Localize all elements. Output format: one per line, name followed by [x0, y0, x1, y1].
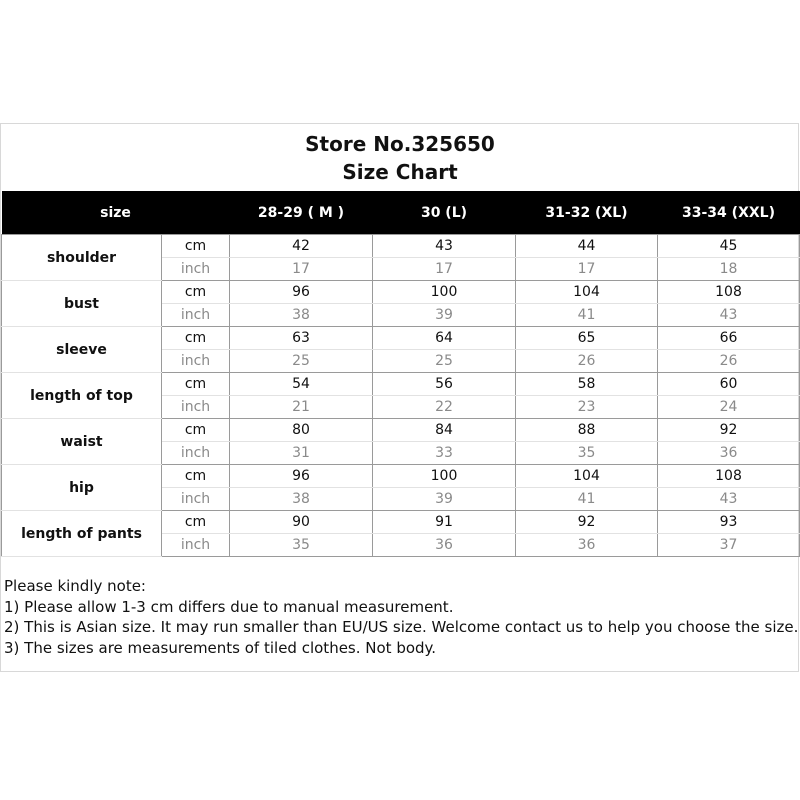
table-cell-cm: 60 [658, 373, 800, 396]
measurement-label: hip [2, 465, 162, 511]
table-cell-cm: 63 [230, 327, 373, 350]
measurement-label: waist [2, 419, 162, 465]
table-row-cm [2, 465, 800, 488]
table-cell-cm: 90 [230, 511, 373, 534]
unit-label-inch: inch [162, 258, 230, 281]
column-header-xl: 31-32 (XL) [516, 191, 658, 235]
measurement-label: shoulder [2, 235, 162, 281]
table-cell-cm: 96 [230, 465, 373, 488]
table-cell-cm: 84 [373, 419, 516, 442]
table-cell-inch: 17 [516, 258, 658, 281]
table-cell-cm: 93 [658, 511, 800, 534]
table-cell-inch: 38 [230, 488, 373, 511]
table-row-cm [2, 281, 800, 304]
table-cell-cm: 80 [230, 419, 373, 442]
unit-label-cm: cm [162, 511, 230, 534]
unit-label-cm: cm [162, 419, 230, 442]
table-cell-cm: 88 [516, 419, 658, 442]
unit-label-inch: inch [162, 442, 230, 465]
unit-label-inch: inch [162, 396, 230, 419]
table-cell-cm: 44 [516, 235, 658, 258]
unit-label-cm: cm [162, 235, 230, 258]
table-cell-inch: 17 [373, 258, 516, 281]
table-cell-inch: 35 [230, 534, 373, 557]
table-cell-inch: 21 [230, 396, 373, 419]
table-row-cm [2, 235, 800, 258]
column-header-m: 28-29 ( M ) [230, 191, 373, 235]
table-cell-inch: 31 [230, 442, 373, 465]
column-header-size: size [2, 191, 230, 235]
size-chart-title: Size Chart [342, 160, 458, 184]
unit-label-inch: inch [162, 488, 230, 511]
notes-heading: Please kindly note: [4, 577, 146, 595]
table-cell-cm: 92 [658, 419, 800, 442]
table-cell-inch: 41 [516, 304, 658, 327]
table-cell-inch: 35 [516, 442, 658, 465]
table-cell-cm: 104 [516, 465, 658, 488]
measurement-label: sleeve [2, 327, 162, 373]
unit-label-cm: cm [162, 465, 230, 488]
table-cell-inch: 37 [658, 534, 800, 557]
table-cell-cm: 100 [373, 465, 516, 488]
measurement-label: length of pants [2, 511, 162, 557]
table-cell-inch: 26 [516, 350, 658, 373]
table-cell-inch: 26 [658, 350, 800, 373]
table-cell-cm: 58 [516, 373, 658, 396]
table-cell-cm: 64 [373, 327, 516, 350]
column-header-xxl: 33-34 (XXL) [658, 191, 800, 235]
table-cell-inch: 43 [658, 304, 800, 327]
table-cell-cm: 66 [658, 327, 800, 350]
note-2: 2) This is Asian size. It may run smaller than EU/US size. Welcome contact us to help you choose the size. [4, 618, 799, 637]
unit-label-cm: cm [162, 373, 230, 396]
table-cell-cm: 96 [230, 281, 373, 304]
table-cell-inch: 22 [373, 396, 516, 419]
table-cell-inch: 33 [373, 442, 516, 465]
table-cell-cm: 108 [658, 465, 800, 488]
header-row [2, 191, 800, 235]
table-cell-inch: 36 [658, 442, 800, 465]
table-cell-inch: 17 [230, 258, 373, 281]
table-cell-inch: 41 [516, 488, 658, 511]
table-row-cm [2, 419, 800, 442]
unit-label-inch: inch [162, 350, 230, 373]
table-cell-inch: 25 [373, 350, 516, 373]
table-cell-inch: 25 [230, 350, 373, 373]
table-row-cm [2, 327, 800, 350]
notes-section [4, 576, 798, 659]
table-cell-inch: 23 [516, 396, 658, 419]
table-cell-inch: 38 [230, 304, 373, 327]
unit-label-inch: inch [162, 304, 230, 327]
store-number-title: Store No.325650 [305, 132, 495, 156]
table-cell-cm: 54 [230, 373, 373, 396]
table-cell-inch: 36 [373, 534, 516, 557]
table-cell-cm: 92 [516, 511, 658, 534]
column-header-l: 30 (L) [373, 191, 516, 235]
table-row-cm [2, 511, 800, 534]
table-cell-inch: 18 [658, 258, 800, 281]
measurement-label: bust [2, 281, 162, 327]
table-cell-cm: 65 [516, 327, 658, 350]
table-cell-cm: 108 [658, 281, 800, 304]
size-chart-table [1, 191, 800, 557]
table-cell-cm: 104 [516, 281, 658, 304]
measurement-label: length of top [2, 373, 162, 419]
unit-label-cm: cm [162, 281, 230, 304]
table-cell-inch: 36 [516, 534, 658, 557]
unit-label-cm: cm [162, 327, 230, 350]
table-cell-inch: 24 [658, 396, 800, 419]
note-1: 1) Please allow 1-3 cm differs due to manual measurement. [4, 597, 454, 616]
table-cell-cm: 56 [373, 373, 516, 396]
note-3: 3) The sizes are measurements of tiled clothes. Not body. [4, 639, 437, 658]
table-cell-inch: 39 [373, 304, 516, 327]
table-row-cm [2, 373, 800, 396]
table-cell-cm: 91 [373, 511, 516, 534]
table-cell-inch: 43 [658, 488, 800, 511]
table-cell-cm: 43 [373, 235, 516, 258]
unit-label-inch: inch [162, 534, 230, 557]
table-cell-cm: 42 [230, 235, 373, 258]
table-cell-cm: 100 [373, 281, 516, 304]
table-cell-cm: 45 [658, 235, 800, 258]
table-cell-inch: 39 [373, 488, 516, 511]
